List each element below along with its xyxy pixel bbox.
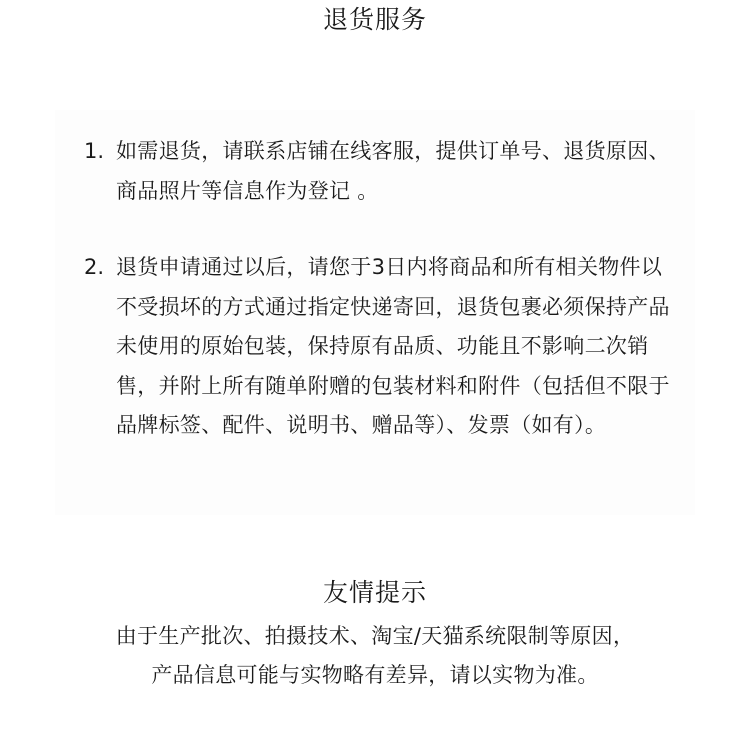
return-service-title: 退货服务	[322, 5, 427, 34]
friendly-tips-title: 友情提示	[322, 578, 427, 607]
list-item-text: 退货申请通过以后，请您于3日内将商品和所有相关物件以不受损坏的方式通过指定快递寄回，退货包裹必须保持产品未使用的原始包装，保持原有品质、功能且不影响二次销售，并附上所有随单附赠的包装材料和附件（包括但不限于品牌标签、配件、说明书、赠品等）、发票（如有）。	[116, 255, 670, 437]
list-item-number: 2.	[84, 255, 105, 279]
list-item-text: 如需退货，请联系店铺在线客服，提供订单号、退货原因、商品照片等信息作为登记 。	[116, 139, 670, 203]
friendly-tips-text	[0, 617, 750, 695]
list-item-number: 1.	[84, 139, 105, 163]
tips-line-2: 产品信息可能与实物略有差异，请以实物为准。	[151, 663, 599, 687]
tips-line-1: 由于生产批次、拍摄技术、淘宝/天猫系统限制等原因，	[115, 624, 635, 648]
